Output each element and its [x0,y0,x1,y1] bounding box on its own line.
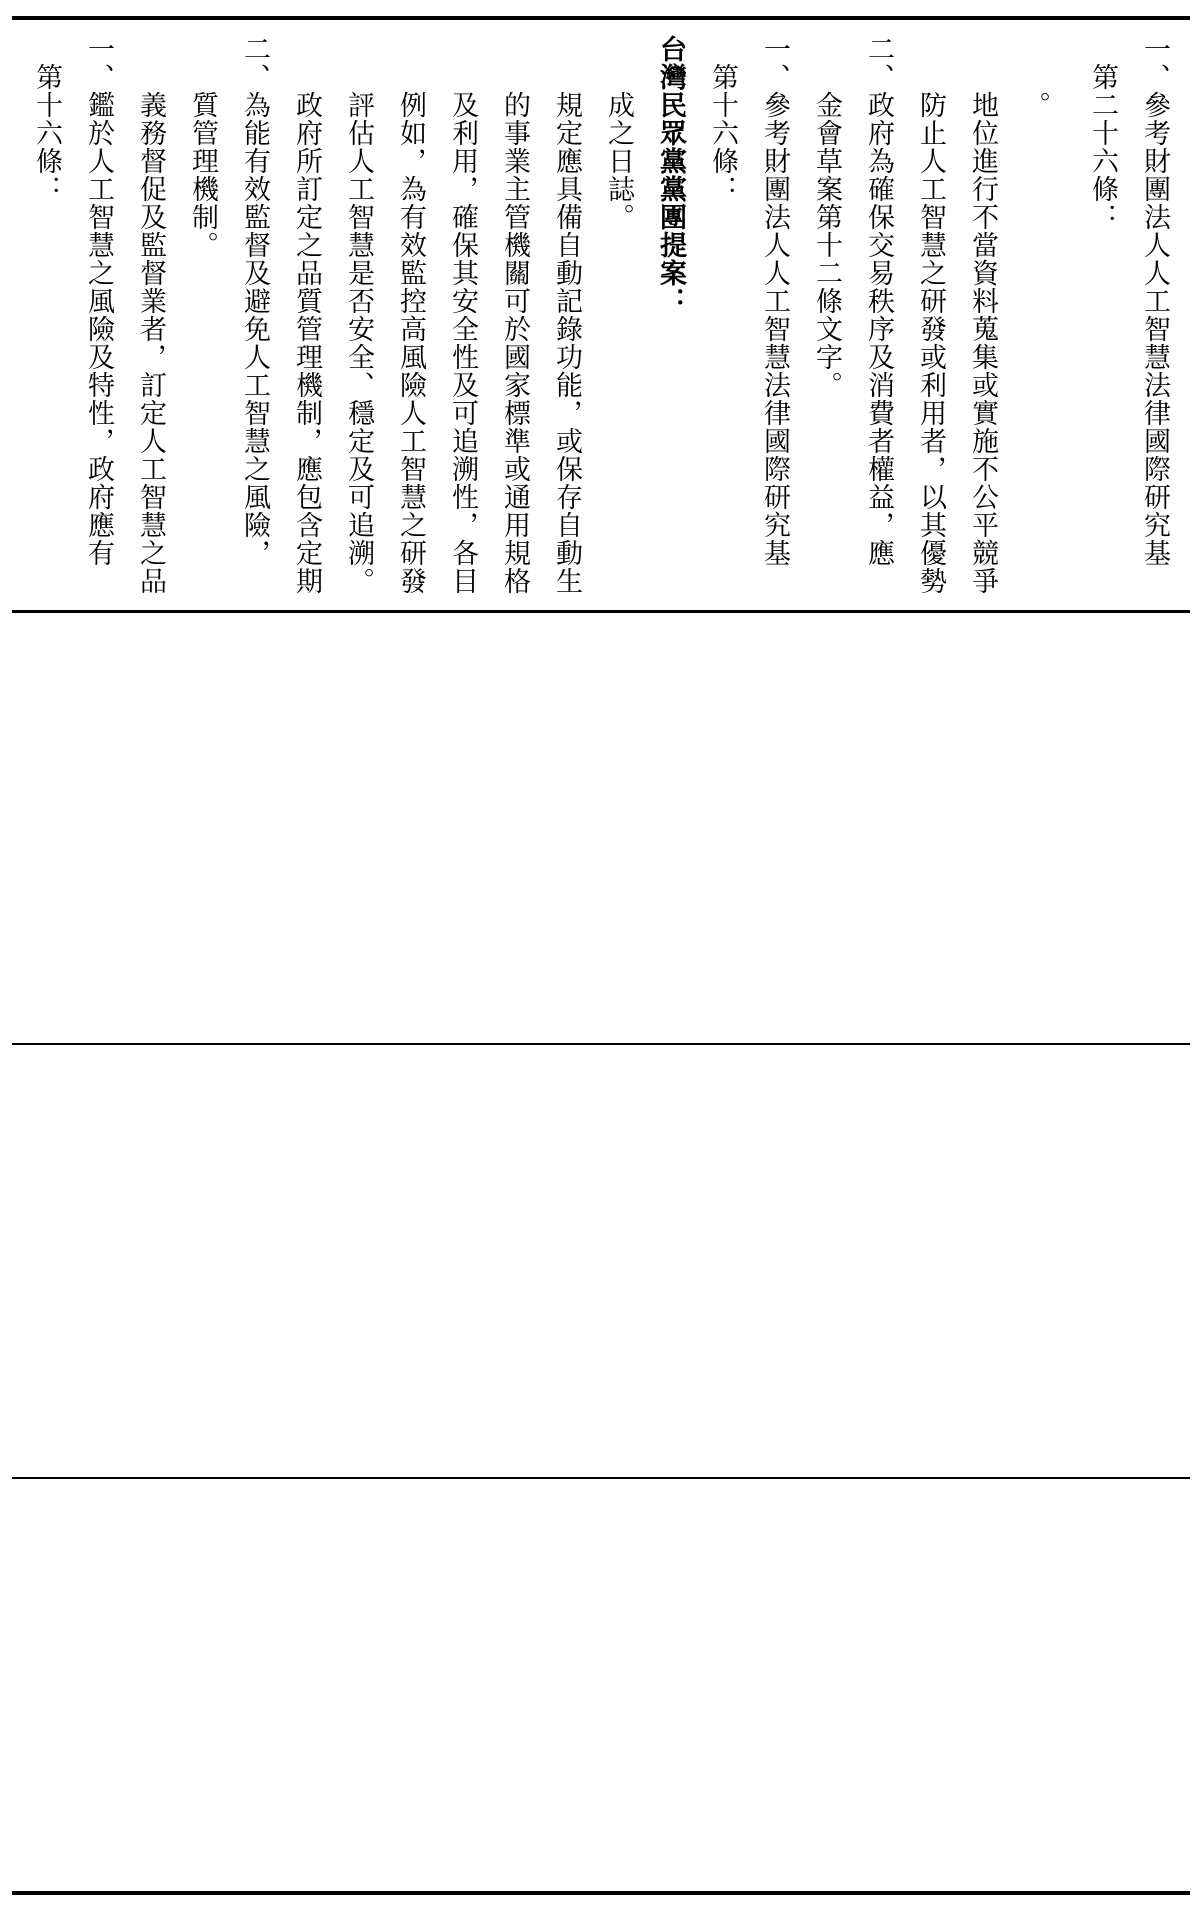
text-column: 一、參考財團法人人工智慧法律國際研究基 [759,35,790,567]
text-column: 的事業主管機關可於國家標準或通用規格 [499,35,530,595]
cell-divider-2 [12,1043,1190,1045]
text-column: 例如，為有效監控高風險人工智慧之研發 [395,35,426,595]
text-column: 一、鑑於人工智慧之風險及特性，政府應有 [83,35,114,567]
text-cell [12,27,1190,605]
section-heading: 台灣民眾黨黨團提案： [655,35,686,315]
text-column: 規定應具備自動記錄功能，或保存自動生 [551,35,582,595]
text-column: 第十六條： [31,35,62,203]
text-column: 及利用，確保其安全性及可追溯性，各目 [447,35,478,595]
cell-divider-3 [12,1477,1190,1479]
top-rule [12,16,1190,20]
text-column: 。 [1019,35,1050,119]
text-column: 成之日誌。 [603,35,634,231]
text-column: 政府所訂定之品質管理機制，應包含定期 [291,35,322,595]
cell-divider-1 [12,610,1190,613]
text-column: 防止人工智慧之研發或利用者，以其優勢 [915,35,946,595]
text-column: 金會草案第十二條文字。 [811,35,842,399]
text-column: 第二十六條： [1087,35,1118,231]
bottom-rule [12,1891,1190,1895]
text-column: 義務督促及監督業者，訂定人工智慧之品 [135,35,166,595]
text-column: 質管理機制。 [187,35,218,259]
text-column: 二、為能有效監督及避免人工智慧之風險， [239,35,270,567]
text-column: 二、政府為確保交易秩序及消費者權益，應 [863,35,894,567]
text-column: 一、參考財團法人人工智慧法律國際研究基 [1139,35,1170,567]
text-column: 第十六條： [707,35,738,203]
text-column: 評估人工智慧是否安全、穩定及可追溯。 [343,35,374,595]
text-column: 地位進行不當資料蒐集或實施不公平競爭 [967,35,998,595]
